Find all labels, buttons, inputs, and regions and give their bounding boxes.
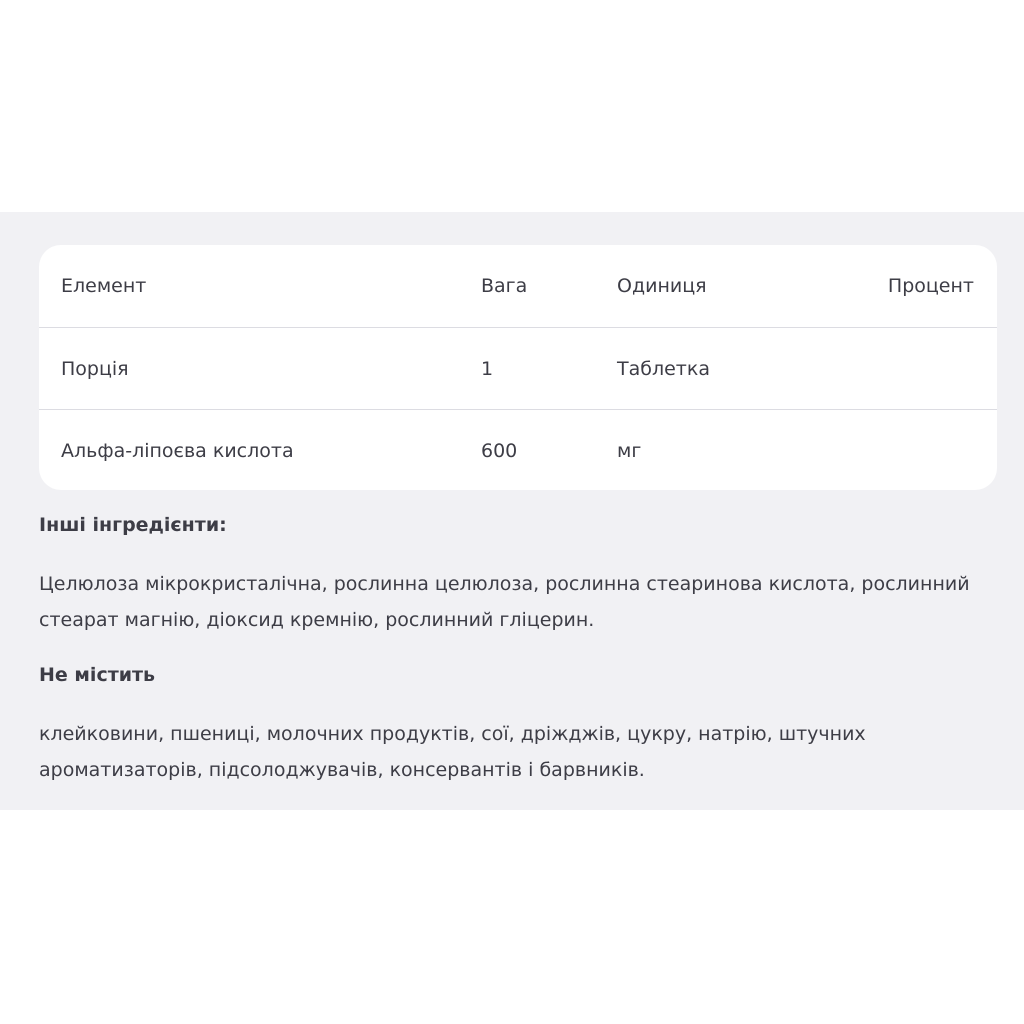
other-ingredients-text xyxy=(39,566,989,638)
cell-element: Порція xyxy=(61,358,129,380)
supplement-facts-panel xyxy=(0,212,1024,810)
free-from-line2: ароматизаторів, підсолоджувачів, консервантів і барвників. xyxy=(39,759,645,781)
table-row xyxy=(39,327,997,410)
header-weight: Вага xyxy=(481,275,528,297)
cell-weight: 1 xyxy=(481,358,494,380)
cell-unit: мг xyxy=(617,440,642,462)
other-ingredients-line2: стеарат магнію, діоксид кремнію, рослинний гліцерин. xyxy=(39,609,595,631)
cell-element: Альфа-ліпоєва кислота xyxy=(61,440,294,462)
cell-unit: Таблетка xyxy=(617,358,710,380)
nutrition-table xyxy=(39,245,997,490)
free-from-text xyxy=(39,716,989,788)
table-header-row xyxy=(39,245,997,327)
free-from-line1: клейковини, пшениці, молочних продуктів, сої, дріжджів, цукру, натрію, штучних xyxy=(39,723,866,745)
header-element: Елемент xyxy=(61,275,147,297)
other-ingredients-line1: Целюлоза мікрокристалічна, рослинна целюлоза, рослинна стеаринова кислота, рослинний xyxy=(39,573,970,595)
table-row xyxy=(39,409,997,490)
free-from-heading: Не містить xyxy=(39,664,156,686)
header-unit: Одиниця xyxy=(617,275,707,297)
header-percent: Процент xyxy=(887,275,974,297)
other-ingredients-heading: Інші інгредієнти: xyxy=(39,514,227,536)
cell-weight: 600 xyxy=(481,440,518,462)
